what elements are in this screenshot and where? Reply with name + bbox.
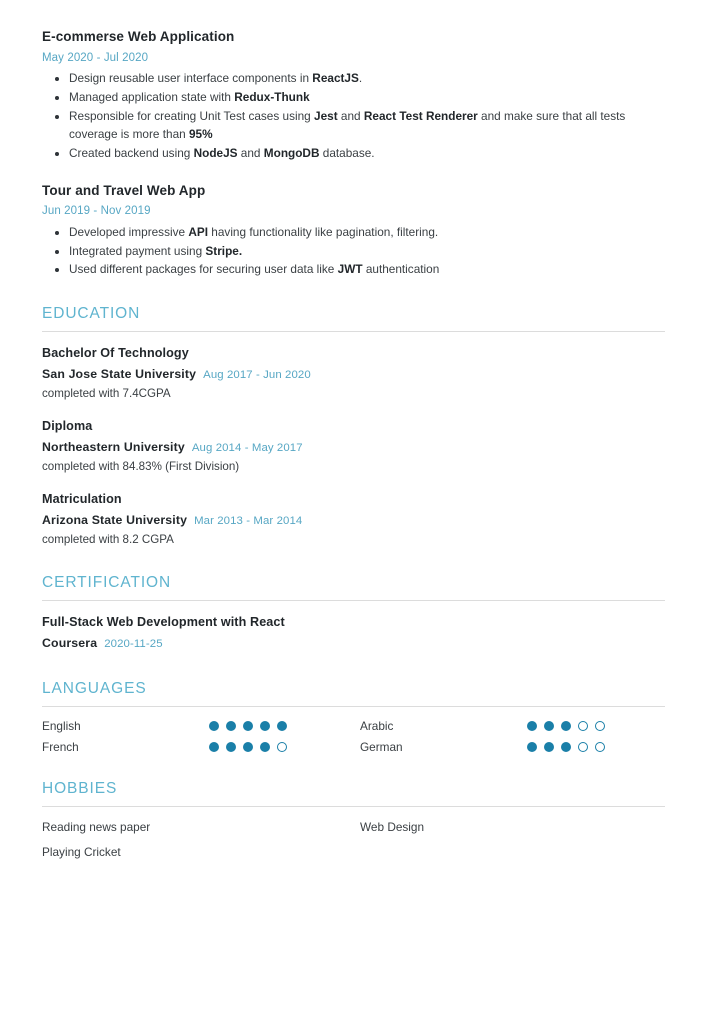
language-level-dots (527, 721, 605, 731)
bullet-emphasis: React Test Renderer (363, 108, 478, 123)
bullet-item (60, 261, 673, 279)
project-dates: Jun 2019 - Nov 2019 (42, 205, 151, 218)
section-divider (42, 600, 665, 601)
hobbies-section (42, 780, 673, 861)
bullet-text: Design reusable user interface components in (69, 70, 313, 85)
rating-dot-filled (243, 742, 253, 752)
education-degree: Diploma (42, 418, 93, 433)
spacer (42, 165, 673, 182)
education-note: completed with 84.83% (First Division) (42, 460, 240, 474)
bullet-text: and (237, 145, 264, 160)
rating-dot-filled (226, 721, 236, 731)
certification-provider: Coursera (42, 636, 98, 651)
project-entry (42, 182, 673, 280)
education-entry (42, 490, 673, 549)
language-name: French (42, 740, 79, 755)
certification-date: 2020-11-25 (104, 638, 163, 651)
education-school: Arizona State University (42, 512, 188, 527)
rating-dot-empty (595, 742, 605, 752)
education-dates: Mar 2013 - Mar 2014 (194, 514, 303, 527)
bullet-emphasis: 95% (189, 126, 213, 141)
bullet-emphasis: Stripe. (205, 243, 243, 258)
education-dates: Aug 2017 - Jun 2020 (203, 369, 311, 382)
rating-dot-filled (527, 742, 537, 752)
project-dates: May 2020 - Jul 2020 (42, 51, 149, 64)
bullet-text: Integrated payment using (69, 243, 206, 258)
project-entry (42, 28, 673, 163)
bullet-emphasis: Jest (314, 108, 338, 123)
section-heading-certification: CERTIFICATION (42, 574, 172, 592)
rating-dot-filled (226, 742, 236, 752)
certification-section (42, 574, 673, 654)
bullet-item (60, 243, 673, 261)
language-row (42, 719, 360, 733)
bullet-item (60, 145, 673, 163)
rating-dot-empty (578, 742, 588, 752)
education-entry (42, 344, 673, 403)
bullet-item (60, 89, 673, 107)
section-heading-languages: LANGUAGES (42, 680, 147, 698)
project-title: E-commerse Web Application (42, 29, 235, 44)
section-divider (42, 806, 665, 807)
bullet-emphasis: JWT (337, 262, 363, 277)
certification-name: Full-Stack Web Development with React (42, 615, 285, 630)
hobby-item: Web Design (360, 819, 425, 834)
language-level-dots (527, 742, 605, 752)
section-heading-education: EDUCATION (42, 305, 141, 323)
language-row (360, 719, 673, 733)
education-school: Northeastern University (42, 440, 185, 455)
certification-list (42, 613, 673, 654)
education-school-line (42, 435, 673, 458)
rating-dot-filled (561, 742, 571, 752)
bullet-emphasis: MongoDB (263, 145, 320, 160)
project-bullet-list (42, 224, 673, 280)
bullet-text: Managed application state with (69, 89, 235, 104)
bullet-text: Developed impressive (69, 224, 189, 239)
bullet-emphasis: NodeJS (193, 145, 238, 160)
rating-dot-filled (260, 742, 270, 752)
project-title: Tour and Travel Web App (42, 182, 206, 198)
education-section (42, 305, 673, 548)
bullet-text: Created backend using (69, 145, 194, 160)
language-name: Arabic (360, 719, 394, 734)
rating-dot-filled (561, 721, 571, 731)
rating-dot-filled (544, 742, 554, 752)
bullet-text: database. (319, 145, 375, 160)
rating-dot-filled (527, 721, 537, 731)
rating-dot-filled (260, 721, 270, 731)
education-school-line (42, 362, 673, 385)
education-note: completed with 8.2 CGPA (42, 533, 174, 547)
language-level-dots (209, 721, 287, 731)
certification-entry (42, 613, 673, 654)
section-divider (42, 706, 665, 707)
education-dates: Aug 2014 - May 2017 (191, 442, 303, 455)
bullet-item (60, 70, 673, 88)
bullet-text: Responsible for creating Unit Test cases using (69, 108, 315, 123)
education-list (42, 344, 673, 548)
certification-provider-line (42, 631, 673, 654)
hobbies-grid (42, 819, 673, 861)
education-school: San Jose State University (42, 367, 197, 382)
bullet-item (60, 108, 673, 144)
languages-section (42, 680, 673, 754)
bullet-emphasis: ReactJS (312, 70, 359, 85)
bullet-text: having functionality like pagination, filtering. (208, 224, 439, 239)
rating-dot-empty (578, 721, 588, 731)
bullet-text: and (337, 108, 364, 123)
bullet-emphasis: Redux-Thunk (234, 89, 310, 104)
rating-dot-empty (595, 721, 605, 731)
rating-dot-empty (277, 742, 287, 752)
bullet-item (60, 224, 673, 242)
language-name: German (360, 740, 403, 755)
bullet-emphasis: API (188, 224, 209, 239)
bullet-text: and make sure that all tests coverage is more than (69, 108, 626, 141)
bullet-text: authentication (362, 262, 440, 277)
language-level-dots (209, 742, 287, 752)
hobby-item: Reading news paper (42, 819, 151, 834)
section-heading-hobbies: HOBBIES (42, 780, 118, 798)
rating-dot-filled (544, 721, 554, 731)
education-note: completed with 7.4CGPA (42, 387, 171, 401)
education-degree: Bachelor Of Technology (42, 345, 189, 360)
language-row (42, 740, 360, 754)
rating-dot-filled (209, 721, 219, 731)
education-degree: Matriculation (42, 491, 122, 506)
language-name: English (42, 719, 81, 734)
hobby-item: Playing Cricket (42, 845, 121, 860)
rating-dot-filled (209, 742, 219, 752)
language-row (360, 740, 673, 754)
education-school-line (42, 508, 673, 531)
bullet-text: Used different packages for securing user data like (69, 262, 338, 277)
languages-grid (42, 719, 673, 754)
rating-dot-filled (277, 721, 287, 731)
bullet-text: . (358, 70, 363, 85)
section-divider (42, 331, 665, 332)
education-entry (42, 417, 673, 476)
projects-section (42, 28, 673, 279)
project-bullet-list (42, 70, 673, 163)
rating-dot-filled (243, 721, 253, 731)
